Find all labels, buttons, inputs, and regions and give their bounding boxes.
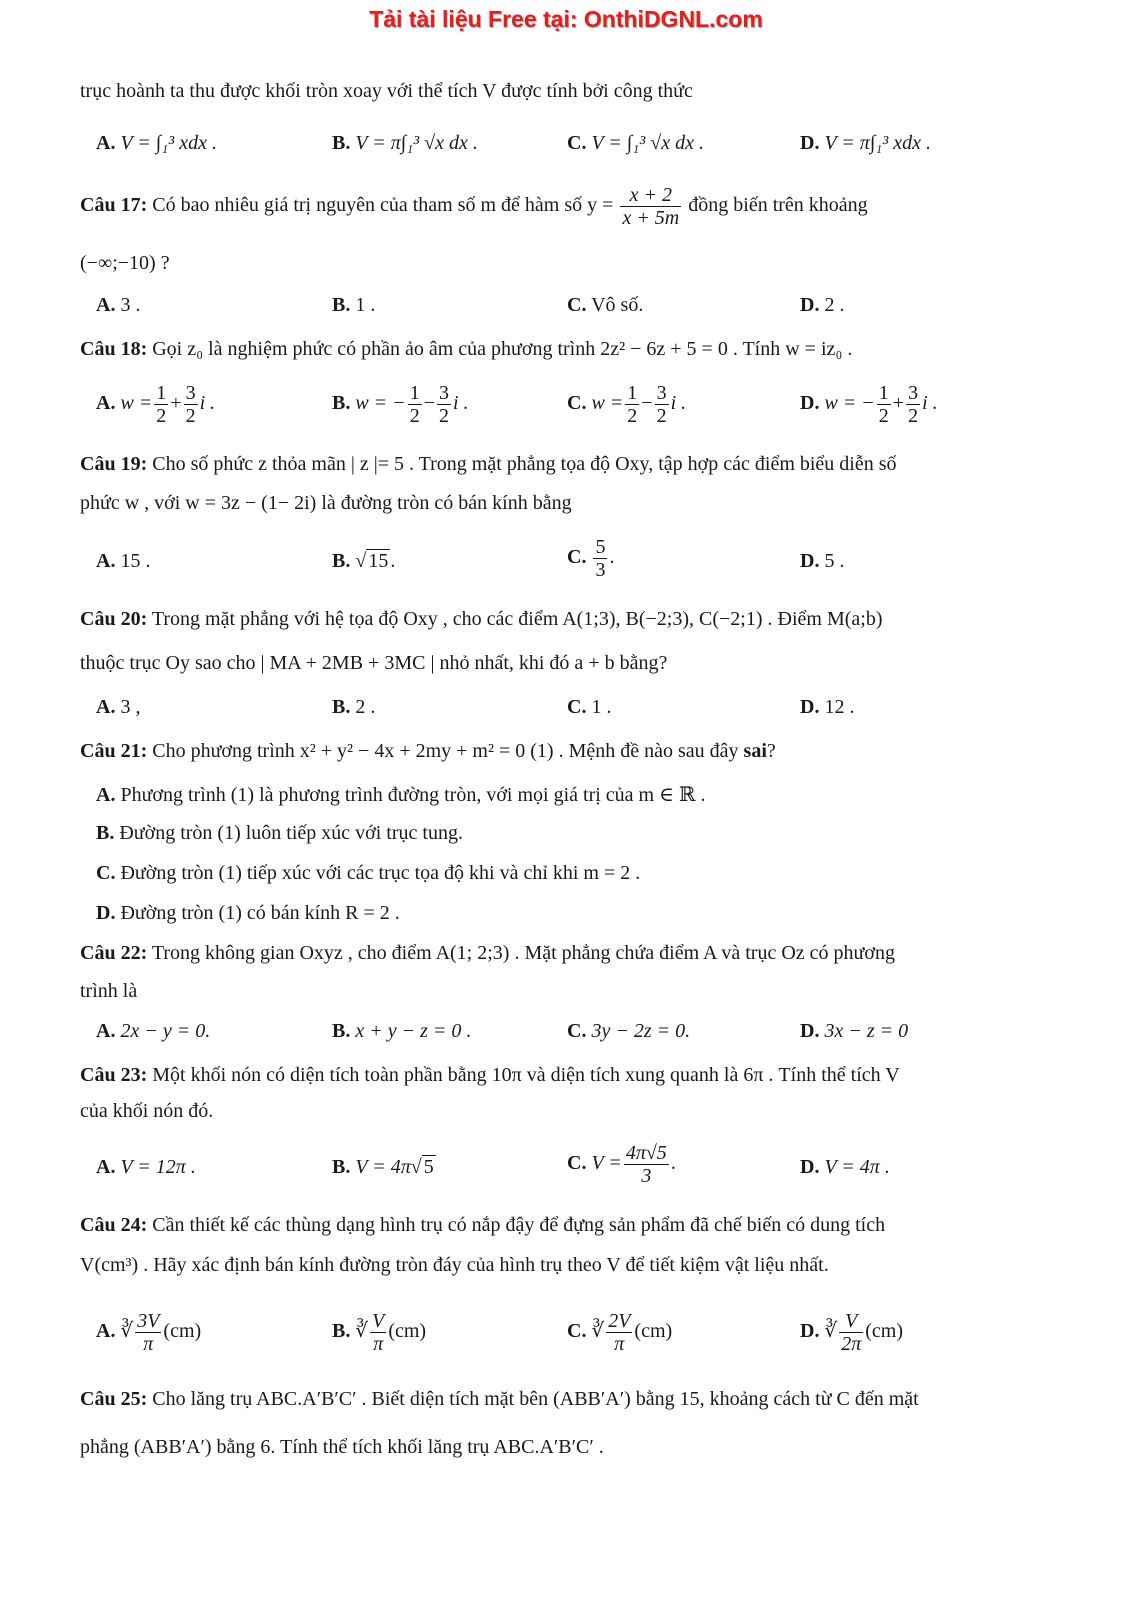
option-text: 3y − 2z = 0.	[591, 1020, 691, 1042]
option-text: 5 .	[824, 550, 845, 572]
option-label: C.	[567, 294, 587, 316]
question-25-line2: phẳng (ABB′A′) bằng 6. Tính thể tích khối lăng trụ ABC.A′B′C′ .	[80, 1436, 604, 1458]
question-text: đồng biến trên khoảng	[688, 194, 868, 217]
unit: (cm)	[163, 1320, 202, 1343]
question-text: Cho phương trình x² + y² − 4x + 2my + m² = 0 (1) . Mệnh đề nào sau đây	[152, 740, 739, 762]
option-text: w = −	[355, 392, 406, 415]
option-text: 3 ,	[120, 696, 141, 718]
question-25	[80, 1388, 919, 1411]
option-label: B.	[332, 696, 351, 718]
option-label: C.	[96, 862, 116, 884]
numerator: V	[372, 1310, 385, 1332]
question-text: Có bao nhiêu giá trị nguyên của tham số m để hàm số y =	[152, 194, 614, 217]
numerator: 3	[185, 382, 196, 404]
intro-text: trục hoành ta thu được khối tròn xoay với thể tích V được tính bởi công thức	[80, 80, 693, 102]
option-label: C.	[567, 132, 587, 154]
option-label: D.	[800, 392, 820, 415]
option-text: Đường tròn (1) tiếp xúc với các trục tọa độ khi và chỉ khi m = 2 .	[120, 862, 641, 884]
question-number: Câu 17:	[80, 194, 148, 217]
question-number: Câu 20:	[80, 608, 148, 630]
q19-option-a	[96, 550, 150, 573]
q18-option-b	[332, 382, 469, 427]
numerator: x + 2	[620, 184, 681, 207]
option-text: 2x − y = 0.	[120, 1020, 211, 1042]
q20-option-d	[800, 696, 854, 719]
q20-option-a	[96, 696, 140, 719]
option-label: B.	[332, 294, 351, 316]
question-19-line2: phức w , với w = 3z − (1− 2i) là đường tròn có bán kính bằng	[80, 492, 572, 514]
option-label: D.	[96, 902, 116, 924]
question-number: Câu 24:	[80, 1214, 148, 1236]
question-number: Câu 18:	[80, 338, 148, 360]
question-text: Trong không gian Oxyz , cho điểm A(1; 2;3) . Mặt phẳng chứa điểm A và trục Oz có phương	[151, 942, 895, 964]
fraction	[906, 382, 920, 427]
option-text: x + y − z = 0 .	[355, 1020, 472, 1042]
option-text: Phương trình (1) là phương trình đường tròn, với mọi giá trị của m ∈ ℝ .	[120, 784, 706, 806]
denominator: 2	[908, 405, 919, 427]
question-number: Câu 23:	[80, 1064, 148, 1086]
denominator: 3	[595, 559, 606, 581]
q23-option-d	[800, 1156, 890, 1179]
option-label: A.	[96, 1320, 116, 1343]
question-text: Gọi z₀ là nghiệm phức có phần ảo âm của phương trình 2z² − 6z + 5 = 0 . Tính w = iz₀ .	[152, 338, 853, 360]
operator: −	[641, 392, 653, 415]
operator: +	[170, 392, 182, 415]
q23-option-a	[96, 1156, 196, 1179]
option-text: V = 12π .	[120, 1156, 196, 1178]
q17-option-c	[567, 294, 643, 317]
option-text: i .	[922, 392, 938, 415]
option-text: V = π∫₁³ xdx .	[824, 132, 932, 154]
question-23	[80, 1064, 900, 1087]
option-label: B.	[332, 1156, 351, 1178]
q20-option-c	[567, 696, 611, 719]
unit: (cm)	[865, 1320, 903, 1343]
option-label: B.	[332, 1320, 351, 1343]
question-text: Cho lăng trụ ABC.A′B′C′ . Biết diện tích mặt bên (ABB′A′) bằng 15, khoảng cách từ C đến mặt	[152, 1388, 919, 1410]
q21-option-d	[96, 902, 400, 925]
option-text: 2 .	[824, 294, 845, 316]
numerator: 1	[627, 382, 638, 404]
q22-option-b	[332, 1020, 471, 1043]
option-label: C.	[567, 696, 587, 718]
q22-option-a	[96, 1020, 210, 1043]
numerator: V	[839, 1310, 863, 1333]
denominator: 2	[438, 405, 449, 427]
q19-option-c: C. $\frac{5}{3}$ .	[567, 536, 615, 581]
q24-option-a: A. ∛ $\frac{3V}{\pi}$ (cm)	[96, 1310, 202, 1355]
option-text: V =	[591, 1152, 622, 1175]
numerator: 5	[595, 536, 606, 558]
denominator: x + 5m	[622, 207, 680, 229]
option-text: w =	[591, 392, 624, 415]
option-label: A.	[96, 392, 116, 415]
denominator: 2	[656, 405, 667, 427]
operator: +	[892, 392, 905, 415]
question-number: Câu 21:	[80, 740, 148, 762]
q24-option-b: B. ∛ $\frac{V}{\pi}$ (cm)	[332, 1310, 427, 1355]
fraction	[437, 382, 451, 427]
question-20	[80, 608, 882, 631]
question-17	[80, 184, 868, 229]
option-label: C.	[567, 546, 587, 569]
denominator: 2π	[841, 1333, 862, 1355]
numerator: 3	[908, 382, 919, 404]
q23-option-c: C. V = $\frac{4\pi√5}{3}$ .	[567, 1142, 676, 1187]
question-17-line2: (−∞;−10) ?	[80, 252, 170, 274]
unit: (cm)	[634, 1320, 673, 1343]
option-label: A.	[96, 132, 116, 154]
operator: −	[423, 392, 435, 415]
denominator: 2	[185, 405, 196, 427]
denominator: π	[143, 1333, 154, 1355]
option-text: 15 .	[120, 550, 151, 572]
option-text: 1 .	[355, 294, 376, 316]
question-20-line2: thuộc trục Oy sao cho | MA + 2MB + 3MC | nhỏ nhất, khi đó a + b bằng?	[80, 652, 668, 674]
option-text: V = π∫₁³ √x dx .	[355, 132, 478, 154]
q24-option-c: C. ∛ $\frac{2V}{\pi}$ (cm)	[567, 1310, 673, 1355]
intro-option-c	[567, 132, 704, 155]
denominator: 2	[156, 405, 167, 427]
option-label: D.	[800, 696, 820, 718]
question-text: Trong mặt phẳng với hệ tọa độ Oxy , cho các điểm A(1;3), B(−2;3), C(−2;1) . Điểm M(a;b)	[151, 608, 883, 630]
q19-option-b: B. √ 15 .	[332, 550, 396, 572]
option-text: i .	[670, 392, 687, 415]
question-emphasis: sai	[743, 740, 767, 762]
option-text: Đường tròn (1) luôn tiếp xúc với trục tung.	[119, 822, 463, 844]
question-text: Một khối nón có diện tích toàn phần bằng 10π và diện tích xung quanh là 6π . Tính thể tích V	[152, 1064, 900, 1086]
option-label: A.	[96, 1020, 116, 1042]
option-text: V = 4π	[355, 1156, 411, 1178]
q20-option-b	[332, 696, 375, 719]
option-label: C.	[567, 392, 587, 415]
fraction	[655, 382, 669, 427]
q19-option-d	[800, 550, 844, 573]
numerator: 4π√5	[625, 1142, 667, 1164]
question-text: ?	[766, 740, 776, 762]
denominator: π	[614, 1333, 625, 1355]
q21-option-c	[96, 862, 640, 885]
option-text: 1 .	[591, 696, 612, 718]
intro-option-a	[96, 132, 217, 155]
option-label: D.	[800, 132, 820, 154]
option-label: A.	[96, 1156, 116, 1178]
numerator: 3	[438, 382, 449, 404]
fraction	[370, 1310, 386, 1355]
option-label: B.	[332, 132, 351, 154]
question-number: Câu 22:	[80, 942, 148, 964]
q18-option-c	[567, 382, 686, 427]
site-banner[interactable]: Tải tài liệu Free tại: OnthiDGNL.com	[369, 6, 763, 32]
option-text: i .	[452, 392, 469, 415]
option-label: A.	[96, 550, 116, 572]
question-23-line2: của khối nón đó.	[80, 1100, 214, 1122]
fraction	[184, 382, 198, 427]
option-label: A.	[96, 696, 116, 718]
option-label: D.	[800, 294, 820, 316]
question-text: Cho số phức z thỏa mãn | z |= 5 . Trong mặt phẳng tọa độ Oxy, tập hợp các điểm biểu diễn số	[152, 453, 897, 475]
fraction	[624, 1142, 669, 1187]
option-label: C.	[567, 1320, 587, 1343]
intro-option-d	[800, 132, 931, 155]
option-text: Đường tròn (1) có bán kính R = 2 .	[120, 902, 400, 924]
q21-option-b	[96, 822, 463, 845]
denominator: 3	[641, 1165, 652, 1187]
option-label: B.	[96, 822, 115, 844]
numerator: 1	[878, 382, 889, 404]
q23-option-b: B. V = 4π√ 5	[332, 1156, 434, 1178]
question-number: Câu 19:	[80, 453, 148, 475]
option-label: A.	[96, 784, 116, 806]
fraction	[593, 536, 607, 581]
question-text: Cần thiết kế các thùng dạng hình trụ có nắp đậy để đựng sản phẩm đã chế biến có dung tích	[152, 1214, 886, 1236]
fraction	[606, 1310, 632, 1355]
unit: (cm)	[388, 1320, 427, 1343]
question-21	[80, 740, 776, 763]
denominator: π	[373, 1333, 384, 1355]
numerator: 2V	[608, 1310, 631, 1332]
numerator: 3V	[137, 1310, 160, 1332]
q22-option-c	[567, 1020, 690, 1043]
numerator: 3	[656, 382, 667, 404]
q17-option-a	[96, 294, 140, 317]
fraction	[408, 382, 422, 427]
question-22	[80, 942, 895, 965]
option-label: D.	[800, 1156, 820, 1178]
denominator: 2	[878, 405, 889, 427]
q18-option-d	[800, 382, 938, 427]
fraction	[839, 1310, 863, 1355]
radicand: 15	[368, 550, 389, 572]
question-number: Câu 25:	[80, 1388, 148, 1410]
q22-option-d	[800, 1020, 908, 1043]
q24-option-d: D. ∛ $\frac{V}{2\pi}$ (cm)	[800, 1310, 903, 1355]
option-text: i .	[199, 392, 216, 415]
option-text: w =	[120, 392, 153, 415]
question-22-line2: trình là	[80, 980, 138, 1002]
question-24	[80, 1214, 885, 1237]
fraction	[625, 382, 639, 427]
q21-option-a	[96, 782, 706, 807]
denominator: 2	[627, 405, 638, 427]
question-18	[80, 338, 852, 361]
option-label: D.	[800, 1320, 820, 1343]
question-24-line2: V(cm³) . Hãy xác định bán kính đường tròn đáy của hình trụ theo V để tiết kiệm vật liệu nhất.	[80, 1254, 829, 1276]
option-text: w = −	[824, 392, 875, 415]
fraction	[620, 184, 681, 229]
option-text: V = ∫₁³ xdx .	[120, 132, 217, 154]
option-text: 3x − z = 0	[824, 1020, 909, 1042]
option-text: 2 .	[355, 696, 376, 718]
option-label: C.	[567, 1152, 587, 1175]
option-label: A.	[96, 294, 116, 316]
q17-option-b	[332, 294, 375, 317]
option-label: D.	[800, 1020, 820, 1042]
question-19	[80, 453, 897, 476]
option-label: B.	[332, 550, 351, 572]
fraction	[135, 1310, 161, 1355]
option-label: B.	[332, 1020, 351, 1042]
option-label: C.	[567, 1020, 587, 1042]
numerator: 1	[156, 382, 167, 404]
option-text: V = ∫₁³ √x dx .	[591, 132, 704, 154]
option-text: V = 4π .	[824, 1156, 890, 1178]
denominator: 2	[409, 405, 420, 427]
fraction	[877, 382, 891, 427]
option-label: D.	[800, 550, 820, 572]
intro-option-b	[332, 132, 478, 155]
option-label: B.	[332, 392, 351, 415]
q18-option-a	[96, 382, 215, 427]
option-text: Vô số.	[591, 294, 644, 316]
option-text: 12 .	[824, 696, 855, 718]
radicand: 5	[423, 1156, 434, 1178]
numerator: 1	[409, 382, 420, 404]
option-text: 3 .	[120, 294, 141, 316]
q17-option-d	[800, 294, 844, 317]
fraction	[154, 382, 168, 427]
